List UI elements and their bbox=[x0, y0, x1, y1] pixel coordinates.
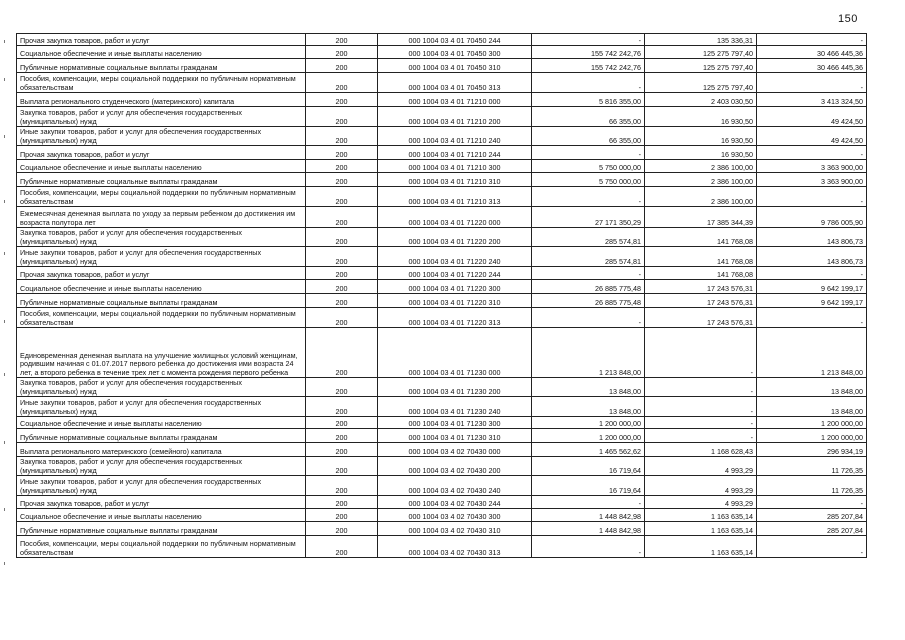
row-approved-cell: - bbox=[532, 146, 645, 160]
table-row bbox=[17, 443, 867, 457]
row-approved-cell: 13 848,00 bbox=[532, 397, 645, 417]
row-name-cell: Выплата регионального материнского (семейного) капитала bbox=[17, 443, 306, 457]
row-approved-cell: 16 719,64 bbox=[532, 457, 645, 476]
table-row bbox=[17, 267, 867, 280]
row-code-cell: 200 bbox=[306, 173, 378, 187]
row-approved-cell: - bbox=[532, 187, 645, 207]
row-unexecuted-cell: - bbox=[757, 34, 867, 46]
row-code-cell: 200 bbox=[306, 146, 378, 160]
row-name-cell: Закупка товаров, работ и услуг для обеспечения государственных (муниципальных) нужд bbox=[17, 228, 306, 247]
table-row bbox=[17, 247, 867, 267]
row-unexecuted-cell: - bbox=[757, 73, 867, 93]
row-kbk-cell: 000 1004 03 4 01 71220 313 bbox=[378, 308, 532, 328]
row-unexecuted-cell: 11 726,35 bbox=[757, 457, 867, 476]
row-executed-cell: 2 403 030,50 bbox=[645, 93, 757, 107]
row-kbk-cell: 000 1004 03 4 02 70430 240 bbox=[378, 476, 532, 496]
row-executed-cell: 4 993,29 bbox=[645, 457, 757, 476]
row-approved-cell: 27 171 350,29 bbox=[532, 207, 645, 228]
row-unexecuted-cell: 3 363 900,00 bbox=[757, 173, 867, 187]
row-executed-cell: 17 243 576,31 bbox=[645, 308, 757, 328]
table-row bbox=[17, 146, 867, 160]
table-row bbox=[17, 294, 867, 308]
table-row bbox=[17, 378, 867, 397]
row-code-cell: 200 bbox=[306, 280, 378, 294]
row-kbk-cell: 000 1004 03 4 01 71210 000 bbox=[378, 93, 532, 107]
row-name-cell: Единовременная денежная выплата на улучшение жилищных условий женщинам, родившим начиная с 01.07.2017 первого ребенка до достижения ими возраста 24 лет, а второго ребенка в течение трех лет с момента рождения первого ребенка bbox=[17, 328, 306, 378]
row-kbk-cell: 000 1004 03 4 01 71210 313 bbox=[378, 187, 532, 207]
row-kbk-cell: 000 1004 03 4 01 71230 300 bbox=[378, 417, 532, 429]
row-executed-cell: - bbox=[645, 397, 757, 417]
row-name-cell: Выплата регионального студенческого (материнского) капитала bbox=[17, 93, 306, 107]
row-approved-cell: 1 448 842,98 bbox=[532, 509, 645, 522]
row-unexecuted-cell: 30 466 445,36 bbox=[757, 59, 867, 73]
row-code-cell: 200 bbox=[306, 107, 378, 127]
row-unexecuted-cell: 9 786 005,90 bbox=[757, 207, 867, 228]
row-code-cell: 200 bbox=[306, 522, 378, 536]
row-kbk-cell: 000 1004 03 4 01 71210 310 bbox=[378, 173, 532, 187]
row-executed-cell: 17 243 576,31 bbox=[645, 280, 757, 294]
row-approved-cell: - bbox=[532, 308, 645, 328]
row-name-cell: Ежемесячная денежная выплата по уходу за первым ребенком до достижения им возраста полутора лет bbox=[17, 207, 306, 228]
row-unexecuted-cell: 9 642 199,17 bbox=[757, 280, 867, 294]
row-approved-cell: 13 848,00 bbox=[532, 378, 645, 397]
row-kbk-cell: 000 1004 03 4 01 71220 200 bbox=[378, 228, 532, 247]
table-row bbox=[17, 228, 867, 247]
row-name-cell: Иные закупки товаров, работ и услуг для обеспечения государственных (муниципальных) нужд bbox=[17, 476, 306, 496]
row-approved-cell: 66 355,00 bbox=[532, 127, 645, 146]
row-kbk-cell: 000 1004 03 4 01 71220 310 bbox=[378, 294, 532, 308]
row-kbk-cell: 000 1004 03 4 02 70430 200 bbox=[378, 457, 532, 476]
row-code-cell: 200 bbox=[306, 267, 378, 280]
row-approved-cell: - bbox=[532, 496, 645, 509]
row-name-cell: Публичные нормативные социальные выплаты гражданам bbox=[17, 294, 306, 308]
row-name-cell: Прочая закупка товаров, работ и услуг bbox=[17, 496, 306, 509]
row-code-cell: 200 bbox=[306, 536, 378, 558]
table-row bbox=[17, 93, 867, 107]
table-body bbox=[17, 34, 867, 558]
row-approved-cell: 285 574,81 bbox=[532, 247, 645, 267]
row-approved-cell: 66 355,00 bbox=[532, 107, 645, 127]
row-unexecuted-cell: 285 207,84 bbox=[757, 509, 867, 522]
row-unexecuted-cell: - bbox=[757, 146, 867, 160]
table-row bbox=[17, 417, 867, 429]
row-code-cell: 200 bbox=[306, 127, 378, 146]
row-kbk-cell: 000 1004 03 4 02 70430 310 bbox=[378, 522, 532, 536]
row-code-cell: 200 bbox=[306, 207, 378, 228]
row-unexecuted-cell: 296 934,19 bbox=[757, 443, 867, 457]
row-code-cell: 200 bbox=[306, 187, 378, 207]
row-code-cell: 200 bbox=[306, 417, 378, 429]
row-unexecuted-cell: 143 806,73 bbox=[757, 228, 867, 247]
row-name-cell: Социальное обеспечение и иные выплаты населению bbox=[17, 509, 306, 522]
row-unexecuted-cell: 1 200 000,00 bbox=[757, 417, 867, 429]
row-unexecuted-cell: 30 466 445,36 bbox=[757, 46, 867, 59]
row-code-cell: 200 bbox=[306, 160, 378, 173]
row-code-cell: 200 bbox=[306, 328, 378, 378]
row-name-cell: Социальное обеспечение и иные выплаты населению bbox=[17, 160, 306, 173]
row-code-cell: 200 bbox=[306, 73, 378, 93]
table-row bbox=[17, 429, 867, 443]
row-executed-cell: 16 930,50 bbox=[645, 127, 757, 146]
table-row bbox=[17, 107, 867, 127]
row-name-cell: Пособия, компенсации, меры социальной поддержки по публичным нормативным обязательствам bbox=[17, 536, 306, 558]
row-executed-cell: 16 930,50 bbox=[645, 146, 757, 160]
row-code-cell: 200 bbox=[306, 93, 378, 107]
row-unexecuted-cell: 285 207,84 bbox=[757, 522, 867, 536]
row-name-cell: Прочая закупка товаров, работ и услуг bbox=[17, 267, 306, 280]
table-row bbox=[17, 34, 867, 46]
row-name-cell: Пособия, компенсации, меры социальной поддержки по публичным нормативным обязательствам bbox=[17, 308, 306, 328]
row-unexecuted-cell: - bbox=[757, 267, 867, 280]
row-unexecuted-cell: 9 642 199,17 bbox=[757, 294, 867, 308]
row-unexecuted-cell: - bbox=[757, 187, 867, 207]
row-executed-cell: 1 163 635,14 bbox=[645, 522, 757, 536]
table-row bbox=[17, 207, 867, 228]
row-code-cell: 200 bbox=[306, 59, 378, 73]
row-kbk-cell: 000 1004 03 4 02 70430 300 bbox=[378, 509, 532, 522]
row-code-cell: 200 bbox=[306, 443, 378, 457]
row-unexecuted-cell: 143 806,73 bbox=[757, 247, 867, 267]
row-code-cell: 200 bbox=[306, 397, 378, 417]
row-unexecuted-cell: 1 213 848,00 bbox=[757, 328, 867, 378]
row-executed-cell: 16 930,50 bbox=[645, 107, 757, 127]
row-executed-cell: 141 768,08 bbox=[645, 228, 757, 247]
budget-execution-table bbox=[16, 33, 867, 558]
row-code-cell: 200 bbox=[306, 496, 378, 509]
row-unexecuted-cell: 13 848,00 bbox=[757, 397, 867, 417]
row-code-cell: 200 bbox=[306, 378, 378, 397]
table-row bbox=[17, 280, 867, 294]
table-row bbox=[17, 73, 867, 93]
table-row bbox=[17, 536, 867, 558]
row-name-cell: Социальное обеспечение и иные выплаты населению bbox=[17, 46, 306, 59]
row-approved-cell: 285 574,81 bbox=[532, 228, 645, 247]
row-executed-cell: 1 168 628,43 bbox=[645, 443, 757, 457]
scan-margin-specks bbox=[4, 40, 8, 580]
row-kbk-cell: 000 1004 03 4 01 71230 240 bbox=[378, 397, 532, 417]
row-kbk-cell: 000 1004 03 4 01 70450 313 bbox=[378, 73, 532, 93]
row-approved-cell: 5 750 000,00 bbox=[532, 160, 645, 173]
table-row bbox=[17, 173, 867, 187]
table-row bbox=[17, 509, 867, 522]
row-approved-cell: 155 742 242,76 bbox=[532, 46, 645, 59]
row-executed-cell: 125 275 797,40 bbox=[645, 59, 757, 73]
row-name-cell: Публичные нормативные социальные выплаты гражданам bbox=[17, 59, 306, 73]
row-name-cell: Публичные нормативные социальные выплаты гражданам bbox=[17, 429, 306, 443]
row-unexecuted-cell: 13 848,00 bbox=[757, 378, 867, 397]
row-kbk-cell: 000 1004 03 4 02 70430 313 bbox=[378, 536, 532, 558]
row-kbk-cell: 000 1004 03 4 02 70430 244 bbox=[378, 496, 532, 509]
row-executed-cell: 17 385 344,39 bbox=[645, 207, 757, 228]
table-row bbox=[17, 160, 867, 173]
row-name-cell: Иные закупки товаров, работ и услуг для обеспечения государственных (муниципальных) нужд bbox=[17, 127, 306, 146]
row-code-cell: 200 bbox=[306, 308, 378, 328]
table-row bbox=[17, 457, 867, 476]
row-approved-cell: 1 213 848,00 bbox=[532, 328, 645, 378]
row-executed-cell: 2 386 100,00 bbox=[645, 160, 757, 173]
row-kbk-cell: 000 1004 03 4 01 70450 310 bbox=[378, 59, 532, 73]
row-executed-cell: - bbox=[645, 328, 757, 378]
row-approved-cell: 1 448 842,98 bbox=[532, 522, 645, 536]
row-executed-cell: 1 163 635,14 bbox=[645, 509, 757, 522]
row-unexecuted-cell: 1 200 000,00 bbox=[757, 429, 867, 443]
row-kbk-cell: 000 1004 03 4 01 71220 000 bbox=[378, 207, 532, 228]
row-code-cell: 200 bbox=[306, 429, 378, 443]
table-row bbox=[17, 397, 867, 417]
row-name-cell: Иные закупки товаров, работ и услуг для обеспечения государственных (муниципальных) нужд bbox=[17, 247, 306, 267]
row-code-cell: 200 bbox=[306, 46, 378, 59]
row-kbk-cell: 000 1004 03 4 01 71220 244 bbox=[378, 267, 532, 280]
row-unexecuted-cell: 3 413 324,50 bbox=[757, 93, 867, 107]
row-executed-cell: 4 993,29 bbox=[645, 476, 757, 496]
row-name-cell: Закупка товаров, работ и услуг для обеспечения государственных (муниципальных) нужд bbox=[17, 107, 306, 127]
table-row bbox=[17, 46, 867, 59]
row-kbk-cell: 000 1004 03 4 01 70450 244 bbox=[378, 34, 532, 46]
row-approved-cell: 155 742 242,76 bbox=[532, 59, 645, 73]
row-executed-cell: 2 386 100,00 bbox=[645, 187, 757, 207]
row-kbk-cell: 000 1004 03 4 01 71230 310 bbox=[378, 429, 532, 443]
row-executed-cell: 2 386 100,00 bbox=[645, 173, 757, 187]
row-code-cell: 200 bbox=[306, 247, 378, 267]
table-row bbox=[17, 328, 867, 378]
row-approved-cell: - bbox=[532, 34, 645, 46]
row-name-cell: Иные закупки товаров, работ и услуг для обеспечения государственных (муниципальных) нужд bbox=[17, 397, 306, 417]
row-name-cell: Публичные нормативные социальные выплаты гражданам bbox=[17, 522, 306, 536]
row-kbk-cell: 000 1004 03 4 01 71230 200 bbox=[378, 378, 532, 397]
row-kbk-cell: 000 1004 03 4 01 71230 000 bbox=[378, 328, 532, 378]
row-unexecuted-cell: - bbox=[757, 536, 867, 558]
row-kbk-cell: 000 1004 03 4 01 71210 200 bbox=[378, 107, 532, 127]
row-unexecuted-cell: - bbox=[757, 496, 867, 509]
row-approved-cell: 26 885 775,48 bbox=[532, 294, 645, 308]
row-kbk-cell: 000 1004 03 4 01 71210 240 bbox=[378, 127, 532, 146]
row-approved-cell: 1 200 000,00 bbox=[532, 417, 645, 429]
row-executed-cell: 17 243 576,31 bbox=[645, 294, 757, 308]
row-name-cell: Прочая закупка товаров, работ и услуг bbox=[17, 146, 306, 160]
row-executed-cell: - bbox=[645, 378, 757, 397]
row-unexecuted-cell: 49 424,50 bbox=[757, 127, 867, 146]
row-approved-cell: - bbox=[532, 73, 645, 93]
row-executed-cell: 4 993,29 bbox=[645, 496, 757, 509]
row-name-cell: Социальное обеспечение и иные выплаты населению bbox=[17, 280, 306, 294]
row-kbk-cell: 000 1004 03 4 01 71220 240 bbox=[378, 247, 532, 267]
row-kbk-cell: 000 1004 03 4 01 71220 300 bbox=[378, 280, 532, 294]
row-unexecuted-cell: 11 726,35 bbox=[757, 476, 867, 496]
row-approved-cell: 1 465 562,62 bbox=[532, 443, 645, 457]
row-name-cell: Публичные нормативные социальные выплаты гражданам bbox=[17, 173, 306, 187]
row-kbk-cell: 000 1004 03 4 01 71210 244 bbox=[378, 146, 532, 160]
row-executed-cell: 1 163 635,14 bbox=[645, 536, 757, 558]
table-row bbox=[17, 522, 867, 536]
row-executed-cell: 125 275 797,40 bbox=[645, 46, 757, 59]
row-code-cell: 200 bbox=[306, 294, 378, 308]
table-row bbox=[17, 127, 867, 146]
table-row bbox=[17, 308, 867, 328]
table-row bbox=[17, 59, 867, 73]
row-executed-cell: 141 768,08 bbox=[645, 267, 757, 280]
row-name-cell: Пособия, компенсации, меры социальной поддержки по публичным нормативным обязательствам bbox=[17, 187, 306, 207]
row-approved-cell: - bbox=[532, 267, 645, 280]
row-code-cell: 200 bbox=[306, 34, 378, 46]
row-approved-cell: - bbox=[532, 536, 645, 558]
row-approved-cell: 5 816 355,00 bbox=[532, 93, 645, 107]
row-executed-cell: 135 336,31 bbox=[645, 34, 757, 46]
row-kbk-cell: 000 1004 03 4 01 71210 300 bbox=[378, 160, 532, 173]
table-row bbox=[17, 496, 867, 509]
row-code-cell: 200 bbox=[306, 476, 378, 496]
row-executed-cell: - bbox=[645, 417, 757, 429]
row-name-cell: Социальное обеспечение и иные выплаты населению bbox=[17, 417, 306, 429]
table-row bbox=[17, 476, 867, 496]
row-name-cell: Закупка товаров, работ и услуг для обеспечения государственных (муниципальных) нужд bbox=[17, 457, 306, 476]
page-number: 150 bbox=[838, 13, 858, 25]
row-kbk-cell: 000 1004 03 4 02 70430 000 bbox=[378, 443, 532, 457]
row-name-cell: Пособия, компенсации, меры социальной поддержки по публичным нормативным обязательствам bbox=[17, 73, 306, 93]
row-executed-cell: 125 275 797,40 bbox=[645, 73, 757, 93]
row-approved-cell: 5 750 000,00 bbox=[532, 173, 645, 187]
row-unexecuted-cell: 49 424,50 bbox=[757, 107, 867, 127]
row-code-cell: 200 bbox=[306, 509, 378, 522]
row-unexecuted-cell: 3 363 900,00 bbox=[757, 160, 867, 173]
row-name-cell: Закупка товаров, работ и услуг для обеспечения государственных (муниципальных) нужд bbox=[17, 378, 306, 397]
row-approved-cell: 26 885 775,48 bbox=[532, 280, 645, 294]
row-unexecuted-cell: - bbox=[757, 308, 867, 328]
row-name-cell: Прочая закупка товаров, работ и услуг bbox=[17, 34, 306, 46]
row-kbk-cell: 000 1004 03 4 01 70450 300 bbox=[378, 46, 532, 59]
row-executed-cell: - bbox=[645, 429, 757, 443]
row-executed-cell: 141 768,08 bbox=[645, 247, 757, 267]
row-approved-cell: 1 200 000,00 bbox=[532, 429, 645, 443]
row-code-cell: 200 bbox=[306, 457, 378, 476]
table-row bbox=[17, 187, 867, 207]
row-code-cell: 200 bbox=[306, 228, 378, 247]
row-approved-cell: 16 719,64 bbox=[532, 476, 645, 496]
